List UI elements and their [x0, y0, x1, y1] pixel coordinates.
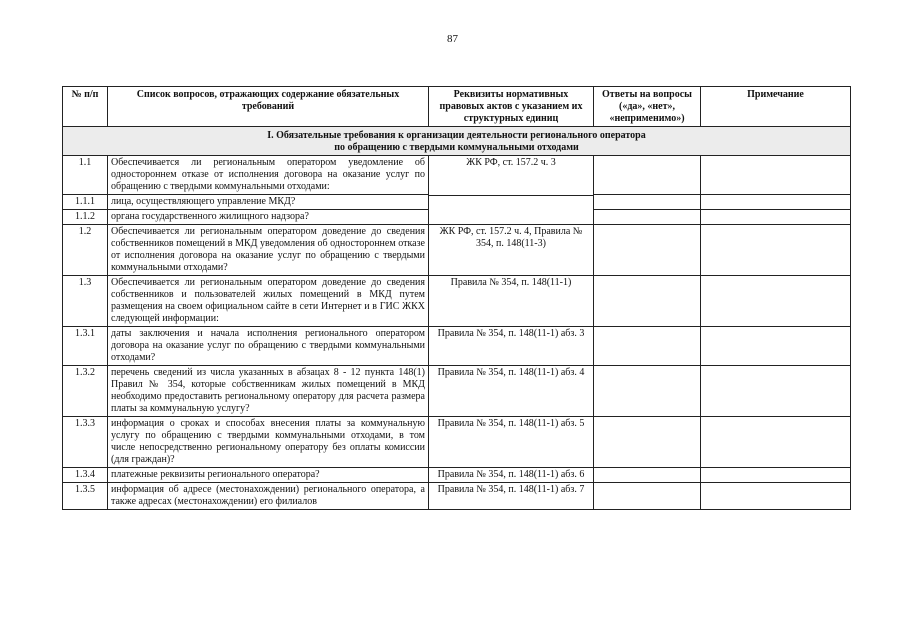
answer-cell[interactable] [594, 366, 701, 417]
header-notes: Примечание [701, 87, 851, 127]
row-number: 1.3.4 [63, 468, 108, 483]
table-row [63, 327, 851, 366]
note-cell[interactable] [701, 327, 851, 366]
note-cell[interactable] [701, 366, 851, 417]
row-number: 1.1 [63, 156, 108, 195]
header-requisites: Реквизиты нормативных правовых актов с указанием их структурных единиц [429, 87, 594, 127]
table-header-row [63, 87, 851, 127]
section-heading-row [63, 127, 851, 156]
table-row [63, 483, 851, 510]
question-text: органа государственного жилищного надзора? [108, 210, 429, 225]
section-heading-line-1: I. Обязательные требования к организации деятельности регионального оператора [267, 130, 646, 141]
row-number: 1.3.3 [63, 417, 108, 468]
question-text: платежные реквизиты регионального оператора? [108, 468, 429, 483]
question-text: перечень сведений из числа указанных в абзацах 8 - 12 пункта 148(1) Правил № 354, которые собственникам жилых помещений в МКД необходимо предоставить региональному оператору для расчета размера платы за коммунальную услугу? [108, 366, 429, 417]
requisites-cell: Правила № 354, п. 148(11-1) абз. 3 [429, 327, 594, 366]
question-text: даты заключения и начала исполнения регионального оператором договора на оказание услуг по обращению с твердыми коммунальными отходами? [108, 327, 429, 366]
table-row [63, 156, 851, 195]
page-number: 87 [447, 33, 458, 45]
row-number: 1.3.5 [63, 483, 108, 510]
requisites-cell: Правила № 354, п. 148(11-1) [429, 276, 594, 327]
header-answers: Ответы на вопросы («да», «нет», «неприменимо») [594, 87, 701, 127]
note-cell[interactable] [701, 156, 851, 195]
answer-cell[interactable] [594, 156, 701, 195]
requisites-text: ЖК РФ, ст. 157.2 ч. 3 [466, 157, 556, 168]
requisites-cell: Правила № 354, п. 148(11-1) абз. 4 [429, 366, 594, 417]
requisites-cell: ЖК РФ, ст. 157.2 ч. 4, Правила № 354, п. 148(11-3) [429, 225, 594, 276]
row-number: 1.3 [63, 276, 108, 327]
note-cell[interactable] [701, 276, 851, 327]
question-text: лица, осуществляющего управление МКД? [108, 195, 429, 210]
answer-cell[interactable] [594, 276, 701, 327]
row-number: 1.1.2 [63, 210, 108, 225]
requisites-empty [429, 195, 593, 220]
note-cell[interactable] [701, 210, 851, 225]
answer-cell[interactable] [594, 327, 701, 366]
requisites-cell [429, 156, 594, 225]
row-number: 1.3.1 [63, 327, 108, 366]
note-cell[interactable] [701, 468, 851, 483]
note-cell[interactable] [701, 417, 851, 468]
note-cell[interactable] [701, 225, 851, 276]
answer-cell[interactable] [594, 468, 701, 483]
table-row [63, 468, 851, 483]
question-text: Обеспечивается ли региональным оператором доведение до сведения собственников и пользователей жилых помещений в МКД путем размещения на своем официальном сайте в сети Интернет и в ГИС ЖКХ следующей информации: [108, 276, 429, 327]
question-text: Обеспечивается ли региональным оператором уведомление об одностороннем отказе от исполнения договора на оказание услуг по обращению с твердыми коммунальными отходами: [108, 156, 429, 195]
table-row [63, 225, 851, 276]
header-questions: Список вопросов, отражающих содержание обязательных требований [108, 87, 429, 127]
header-num: № п/п [63, 87, 108, 127]
answer-cell[interactable] [594, 483, 701, 510]
question-text: информация об адресе (местонахождении) регионального оператора, а также адресах (местонахождении) его филиалов [108, 483, 429, 510]
question-text: информация о сроках и способах внесения платы за коммунальную услугу по обращению с твердыми коммунальными отходами, в том числе непосредственно региональному оператору без оплаты комиссии (для граждан)? [108, 417, 429, 468]
row-number: 1.1.1 [63, 195, 108, 210]
row-number: 1.3.2 [63, 366, 108, 417]
requisites-cell: Правила № 354, п. 148(11-1) абз. 7 [429, 483, 594, 510]
question-text: Обеспечивается ли региональным оператором доведение до сведения собственников помещений в МКД уведомления об одностороннем отказе от исполнения договора на оказание услуг по обращению с твердыми коммунальными отходами? [108, 225, 429, 276]
table-row [63, 276, 851, 327]
table-row [63, 417, 851, 468]
requisites-cell: Правила № 354, п. 148(11-1) абз. 6 [429, 468, 594, 483]
answer-cell[interactable] [594, 225, 701, 276]
row-number: 1.2 [63, 225, 108, 276]
table-row [63, 366, 851, 417]
answer-cell[interactable] [594, 195, 701, 210]
requirements-checklist-table [62, 86, 851, 510]
note-cell[interactable] [701, 195, 851, 210]
requisites-cell: Правила № 354, п. 148(11-1) абз. 5 [429, 417, 594, 468]
section-heading-line-2: по обращению с твердыми коммунальными отходами [334, 142, 579, 153]
section-heading [63, 127, 851, 156]
answer-cell[interactable] [594, 417, 701, 468]
note-cell[interactable] [701, 483, 851, 510]
answer-cell[interactable] [594, 210, 701, 225]
